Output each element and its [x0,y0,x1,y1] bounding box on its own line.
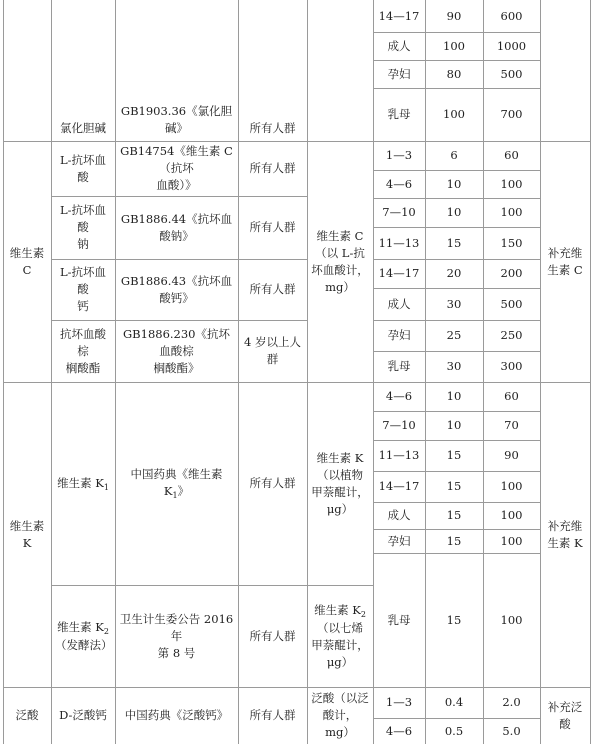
vitc-standard-4: GB1886.230《抗坏血酸棕 榈酸酯》 [122,326,230,375]
vitk-purpose: 补充维 生素 K [547,518,583,550]
vitc-compound-1: L-抗坏血酸 [59,152,107,184]
table-cell: 14—17 [378,266,420,280]
table-cell: 25 [446,328,462,342]
table-cell: 1000 [496,38,527,53]
table-cell: 10 [446,418,462,432]
table-cell: 14—17 [378,479,420,493]
table-cell: 100 [500,479,523,493]
table-cell: 100 [500,533,523,548]
table-cell: 200 [500,266,523,280]
vitk-standard-1: 中国药典《维生素 $K_1$》 [130,467,223,500]
table-cell: 孕妇 [387,533,411,548]
table-cell: 成人 [387,296,411,311]
table-cell: 乳母 [387,107,411,121]
pantothenic-compound: D-泛酸钙 [59,708,107,722]
vitc-standard-2: GB1886.44《抗坏血酸钠》 [120,211,233,243]
table-cell: 15 [446,533,462,548]
table-cell: 2.0 [502,695,521,709]
vitk-population-2: 所有人群 [249,628,296,643]
vitc-compound-4: 抗坏血酸棕 榈酸酯 [60,326,106,375]
table-cell: 90 [446,8,462,23]
table-cell: 11—13 [378,448,420,462]
table-cell: 成人 [387,508,411,522]
table-cell: 7—10 [382,205,416,219]
table-cell: 0.5 [444,723,464,738]
table-cell: 150 [500,235,523,250]
vitk-unit-2: 维生素 $K_2$（以七烯 甲萘醌计， μg） [311,602,369,669]
table-cell: 乳母 [387,359,411,373]
pantothenic-population: 所有人群 [249,708,296,722]
table-cell: 15 [446,479,462,493]
table-cell: 500 [500,66,523,81]
table-cell: 4—6 [385,723,413,738]
table-cell: 100 [443,107,465,121]
table-cell: 孕妇 [387,328,411,342]
table-cell: 70 [504,418,519,432]
vitc-population-1: 所有人群 [249,161,296,175]
vitc-compound-2: L-抗坏血酸 钠 [59,203,107,251]
vitc-nutrient: 维生素 C [9,245,45,277]
table-cell: 500 [500,296,523,311]
vitk-unit-1: 维生素 K （以植物 甲萘醌计， μg） [311,450,369,516]
table-cell: 250 [500,328,523,342]
table-cell: 100 [500,508,523,522]
table-cell: 20 [446,266,462,280]
table-cell: 14—17 [378,8,420,23]
vitk-compound-2: 维生素 $K_2$ （发酵法） [55,619,113,652]
pantothenic-purpose: 补充泛 酸 [547,699,583,731]
table-cell: 7—10 [382,418,416,432]
table-cell: 30 [446,296,462,311]
table-cell: 5.0 [502,723,521,738]
table-cell: 1—3 [385,695,413,709]
vitk-compound-1: 维生素 $K_1$ [57,475,109,492]
table-cell: 6 [450,148,458,162]
table-cell: 孕妇 [387,66,411,81]
pantothenic-nutrient: 泛酸 [15,708,39,722]
table-cell: 100 [500,176,523,191]
table-cell: 乳母 [387,612,411,627]
table-cell: 700 [500,107,523,121]
choline-population: 所有人群 [249,121,296,135]
table-cell: 300 [500,359,523,373]
table-cell: 60 [504,148,519,162]
table-cell: 80 [446,66,462,81]
table-cell: 15 [446,508,462,522]
vitc-standard-1: GB14754《维生素 C（抗坏 血酸）》 [120,144,233,192]
table-cell: 90 [504,448,519,462]
choline-compound: 氯化胆碱 [60,121,106,135]
choline-standard: GB1903.36《氯化胆碱》 [120,104,233,135]
table-cell: 100 [500,205,523,219]
table-cell: 10 [446,389,462,403]
table-cell: 30 [446,359,462,373]
vitc-population-2: 所有人群 [249,220,296,234]
table-cell: 15 [446,612,462,627]
table-cell: 100 [500,612,523,627]
table-cell: 100 [443,38,465,53]
table-cell: 11—13 [378,235,420,250]
table-cell: 60 [504,389,519,403]
vitc-unit: 维生素 C （以 L-抗 坏血酸计， mg） [311,228,369,294]
vitc-population-4: 4 岁以上人 群 [244,335,301,366]
table-cell: 10 [446,176,462,191]
pantothenic-unit: 泛酸（以泛 酸计，mg） [311,691,369,739]
vitk-nutrient: 维生素 K [9,518,45,550]
vitc-standard-3: GB1886.43《抗坏血酸钙》 [120,273,233,305]
pantothenic-standard: 中国药典《泛酸钙》 [124,708,229,722]
table-cell: 成人 [387,38,411,53]
table-cell: 15 [446,448,462,462]
table-cell: 15 [446,235,462,250]
table-cell: 0.4 [444,695,464,709]
vitc-purpose: 补充维 生素 C [547,245,583,277]
table-cell: 4—6 [385,389,413,403]
vitc-population-3: 所有人群 [249,282,296,296]
vitk-population-1: 所有人群 [249,476,296,490]
table-cell: 1—3 [385,148,413,162]
vitk-standard-2: 卫生计生委公告 2016 年 第 8 号 [119,611,234,660]
vitc-compound-3: L-抗坏血酸 钙 [59,265,107,313]
table-cell: 4—6 [385,176,413,191]
table-cell: 10 [446,205,462,219]
table-cell: 600 [500,8,523,23]
